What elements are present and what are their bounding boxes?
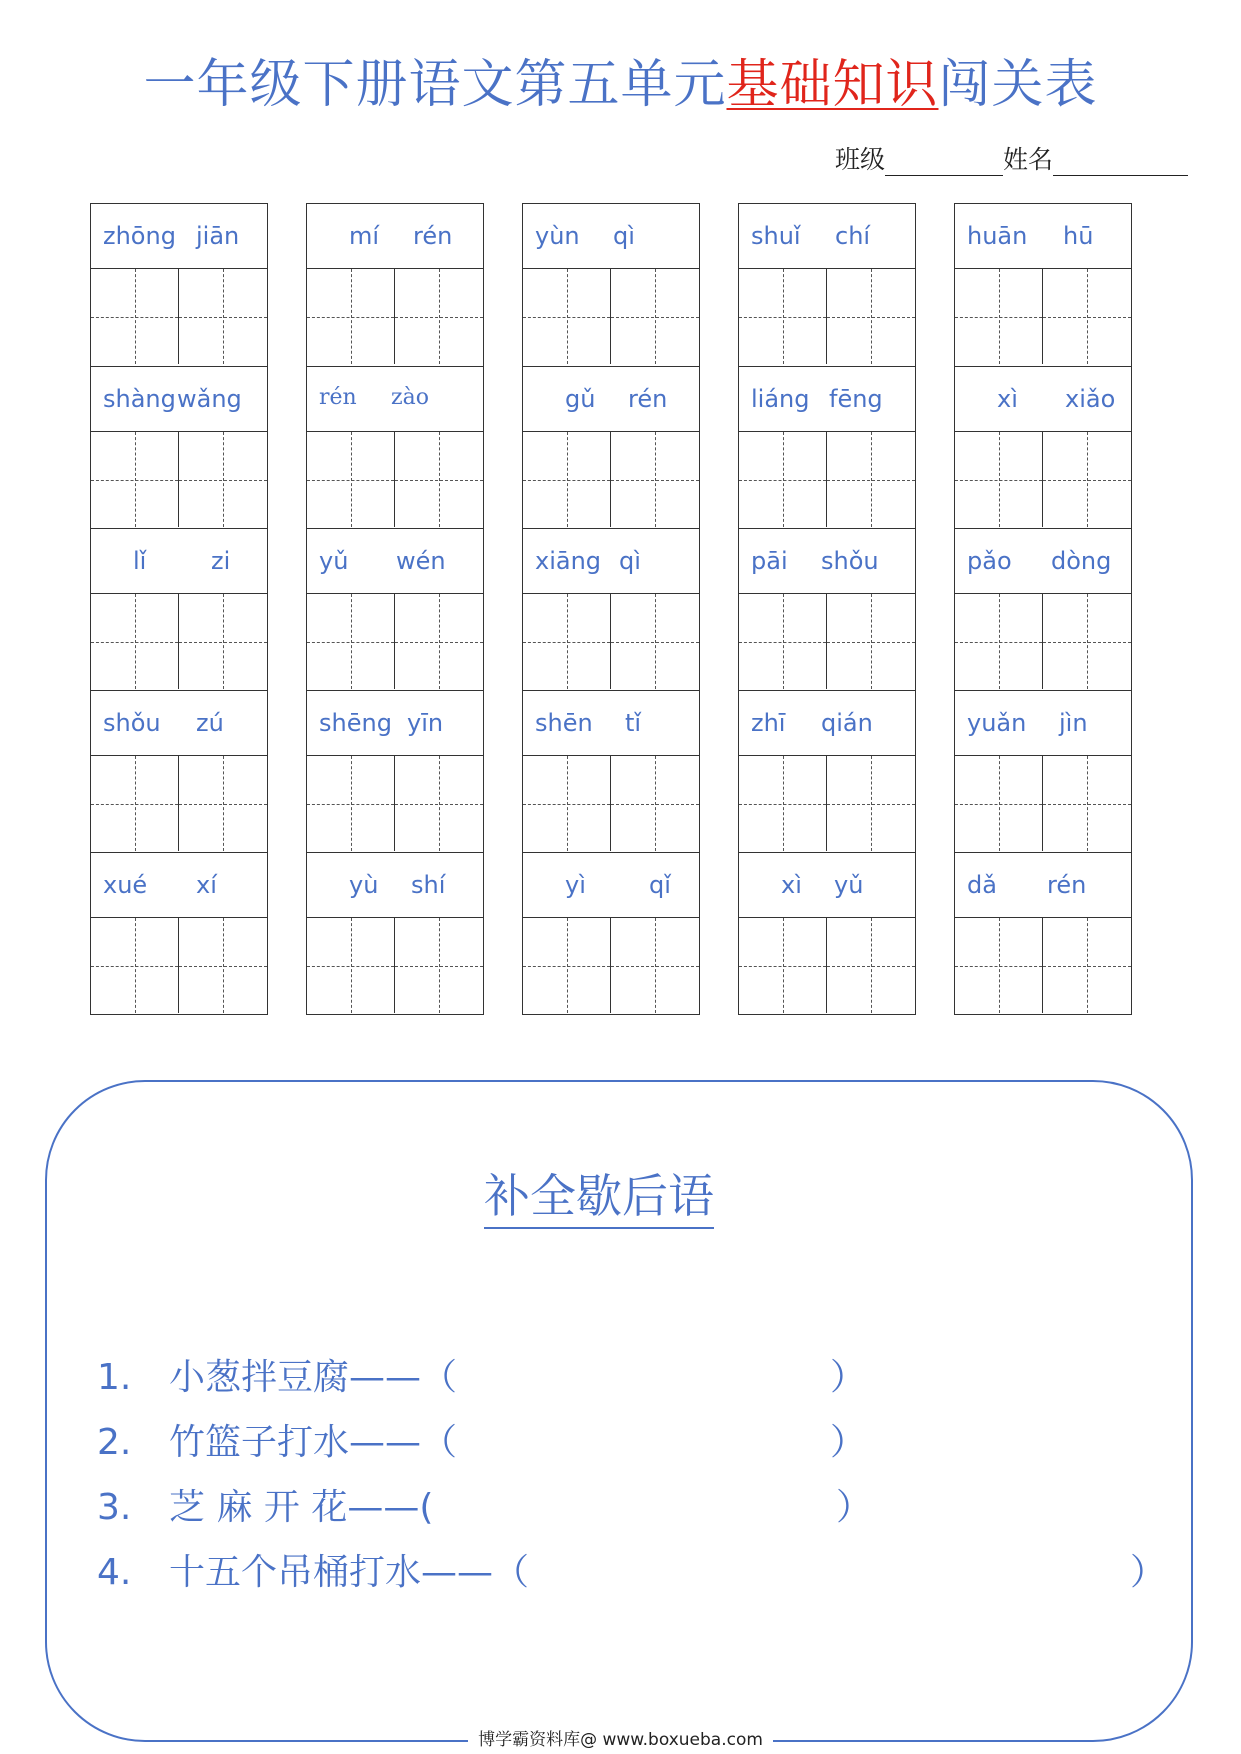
pinyin-b: shí (411, 871, 446, 899)
pinyin-a: gǔ (565, 385, 596, 413)
writing-box[interactable] (91, 432, 179, 527)
writing-box[interactable] (611, 432, 699, 527)
item-text: 芝 麻 开 花——( (169, 1487, 434, 1528)
word-cell (955, 690, 1131, 852)
writing-box[interactable] (827, 756, 915, 851)
pinyin-b: jìn (1059, 709, 1088, 737)
writing-box[interactable] (955, 756, 1043, 851)
pinyin-a: xué (103, 871, 148, 899)
word-cell (739, 366, 915, 528)
pinyin-a: zhōng (103, 222, 176, 250)
writing-box[interactable] (523, 269, 611, 364)
pinyin-b: wén (396, 547, 446, 575)
pinyin-a: pǎo (967, 547, 1012, 575)
writing-box[interactable] (91, 269, 179, 364)
pinyin-a: yuǎn (967, 709, 1027, 737)
pinyin-a: yùn (535, 222, 580, 250)
pinyin-a: huān (967, 222, 1028, 250)
pinyin-b: fēng (829, 385, 883, 413)
writing-box[interactable] (179, 918, 267, 1013)
idiom-item (97, 1479, 433, 1530)
pinyin-b: shǒu (821, 547, 879, 575)
pinyin-b: wǎng (177, 385, 242, 413)
item-number: 4. (97, 1552, 132, 1593)
word-cell (91, 852, 267, 1014)
pinyin-a: shàng (103, 385, 176, 413)
writing-box[interactable] (1043, 756, 1131, 851)
title-prefix: 一年级下册语文第五单元 (143, 55, 727, 115)
writing-box[interactable] (179, 432, 267, 527)
writing-box[interactable] (91, 756, 179, 851)
word-cell (739, 204, 915, 366)
pinyin-b: zào (391, 385, 429, 410)
word-cell (307, 366, 483, 528)
writing-box[interactable] (739, 594, 827, 689)
answer-blank-close[interactable]: ） (830, 1422, 867, 1463)
answer-blank-close[interactable]: ） (830, 1357, 867, 1398)
writing-box[interactable] (827, 432, 915, 527)
pinyin-b: qì (613, 222, 635, 250)
word-cell (955, 366, 1131, 528)
writing-box[interactable] (1043, 269, 1131, 364)
word-cell (91, 690, 267, 852)
word-cell (307, 204, 483, 366)
name-label: 姓名 (1002, 145, 1053, 174)
writing-box[interactable] (307, 269, 395, 364)
pinyin-a: liáng (751, 385, 810, 413)
writing-box[interactable] (1043, 918, 1131, 1013)
word-cell (523, 366, 699, 528)
writing-box[interactable] (395, 594, 483, 689)
pinyin-column-4 (738, 203, 916, 1015)
word-cell (955, 528, 1131, 690)
writing-box[interactable] (523, 918, 611, 1013)
writing-box[interactable] (739, 432, 827, 527)
idiom-item (97, 1414, 457, 1465)
writing-box[interactable] (955, 594, 1043, 689)
writing-box[interactable] (611, 756, 699, 851)
pinyin-b: dòng (1051, 547, 1112, 575)
word-cell (307, 690, 483, 852)
footer (0, 1725, 1241, 1749)
pinyin-column-2 (306, 203, 484, 1015)
pinyin-b: yǔ (834, 871, 864, 899)
word-cell (955, 204, 1131, 366)
pinyin-b: xiǎo (1065, 385, 1116, 413)
word-cell (523, 690, 699, 852)
item-text: 竹篮子打水——（ (169, 1422, 458, 1463)
answer-blank-close[interactable]: ） (1130, 1552, 1167, 1593)
word-cell (739, 852, 915, 1014)
pinyin-b: rén (628, 385, 668, 413)
panel-title-text: 补全歇后语 (484, 1169, 714, 1229)
word-cell (523, 528, 699, 690)
writing-box[interactable] (179, 594, 267, 689)
writing-box[interactable] (91, 594, 179, 689)
pinyin-b: chí (835, 222, 871, 250)
pinyin-b: rén (1047, 871, 1087, 899)
writing-box[interactable] (739, 756, 827, 851)
pinyin-a: lǐ (133, 547, 147, 575)
item-number: 3. (97, 1487, 132, 1528)
writing-box[interactable] (179, 269, 267, 364)
writing-box[interactable] (827, 269, 915, 364)
pinyin-b: tǐ (625, 709, 642, 737)
pinyin-a: xì (781, 871, 802, 899)
writing-box[interactable] (395, 432, 483, 527)
pinyin-a: shēn (535, 709, 593, 737)
pinyin-b: xí (196, 871, 217, 899)
pinyin-a: shǒu (103, 709, 161, 737)
pinyin-a: shēng (319, 709, 392, 737)
writing-box[interactable] (739, 918, 827, 1013)
idiom-item (97, 1349, 457, 1400)
item-text: 小葱拌豆腐——（ (169, 1357, 458, 1398)
title-suffix: 闯关表 (938, 55, 1098, 115)
pinyin-b: qǐ (649, 871, 671, 899)
writing-box[interactable] (307, 594, 395, 689)
pinyin-a: pāi (751, 547, 788, 575)
word-cell (91, 366, 267, 528)
writing-box[interactable] (611, 918, 699, 1013)
pinyin-b: hū (1063, 222, 1094, 250)
name-field[interactable] (1053, 147, 1188, 176)
pinyin-a: rén (319, 385, 357, 410)
pinyin-a: zhī (751, 709, 786, 737)
word-cell (955, 852, 1131, 1014)
writing-box[interactable] (523, 594, 611, 689)
item-number: 1. (97, 1357, 132, 1398)
writing-box[interactable] (307, 918, 395, 1013)
writing-box[interactable] (307, 432, 395, 527)
answer-blank-close[interactable]: ） (836, 1487, 873, 1528)
item-text: 十五个吊桶打水——（ (169, 1552, 530, 1593)
writing-box[interactable] (827, 918, 915, 1013)
word-cell (91, 528, 267, 690)
word-cell (739, 528, 915, 690)
pinyin-b: qián (821, 709, 873, 737)
pinyin-b: yīn (407, 709, 444, 737)
writing-box[interactable] (611, 594, 699, 689)
writing-box[interactable] (1043, 432, 1131, 527)
pinyin-b: zi (211, 547, 231, 575)
item-number: 2. (97, 1422, 132, 1463)
word-cell (91, 204, 267, 366)
writing-box[interactable] (395, 918, 483, 1013)
idiom-item (97, 1544, 529, 1595)
writing-box[interactable] (955, 269, 1043, 364)
writing-box[interactable] (523, 756, 611, 851)
writing-box[interactable] (395, 269, 483, 364)
pinyin-a: xiāng (535, 547, 602, 575)
student-info (835, 140, 1188, 176)
class-label: 班级 (834, 145, 885, 174)
page-title (0, 42, 1241, 117)
pinyin-a: yǔ (319, 547, 349, 575)
writing-box[interactable] (523, 432, 611, 527)
pinyin-b: rén (413, 222, 453, 250)
pinyin-a: shuǐ (751, 222, 801, 250)
word-cell (307, 852, 483, 1014)
writing-box[interactable] (955, 432, 1043, 527)
word-cell (307, 528, 483, 690)
word-cell (523, 204, 699, 366)
pinyin-b: zú (196, 709, 224, 737)
pinyin-b: jiān (196, 222, 240, 250)
pinyin-b: qì (619, 547, 641, 575)
word-cell (523, 852, 699, 1014)
writing-box[interactable] (827, 594, 915, 689)
writing-box[interactable] (955, 918, 1043, 1013)
pinyin-column-5 (954, 203, 1132, 1015)
writing-box[interactable] (179, 756, 267, 851)
pinyin-a: yì (565, 871, 586, 899)
writing-box[interactable] (739, 269, 827, 364)
pinyin-a: mí (349, 222, 380, 250)
writing-box[interactable] (395, 756, 483, 851)
footer-text: 博学霸资料库@ www.boxueba.com (468, 1730, 773, 1750)
pinyin-a: xì (997, 385, 1018, 413)
writing-box[interactable] (91, 918, 179, 1013)
writing-box[interactable] (1043, 594, 1131, 689)
pinyin-column-3 (522, 203, 700, 1015)
writing-box[interactable] (307, 756, 395, 851)
title-highlight: 基础知识 (726, 55, 939, 115)
pinyin-column-1 (90, 203, 268, 1015)
panel-title (0, 1160, 1198, 1226)
writing-box[interactable] (611, 269, 699, 364)
word-cell (739, 690, 915, 852)
class-field[interactable] (885, 147, 1003, 176)
pinyin-a: dǎ (967, 871, 997, 899)
pinyin-a: yù (349, 871, 379, 899)
